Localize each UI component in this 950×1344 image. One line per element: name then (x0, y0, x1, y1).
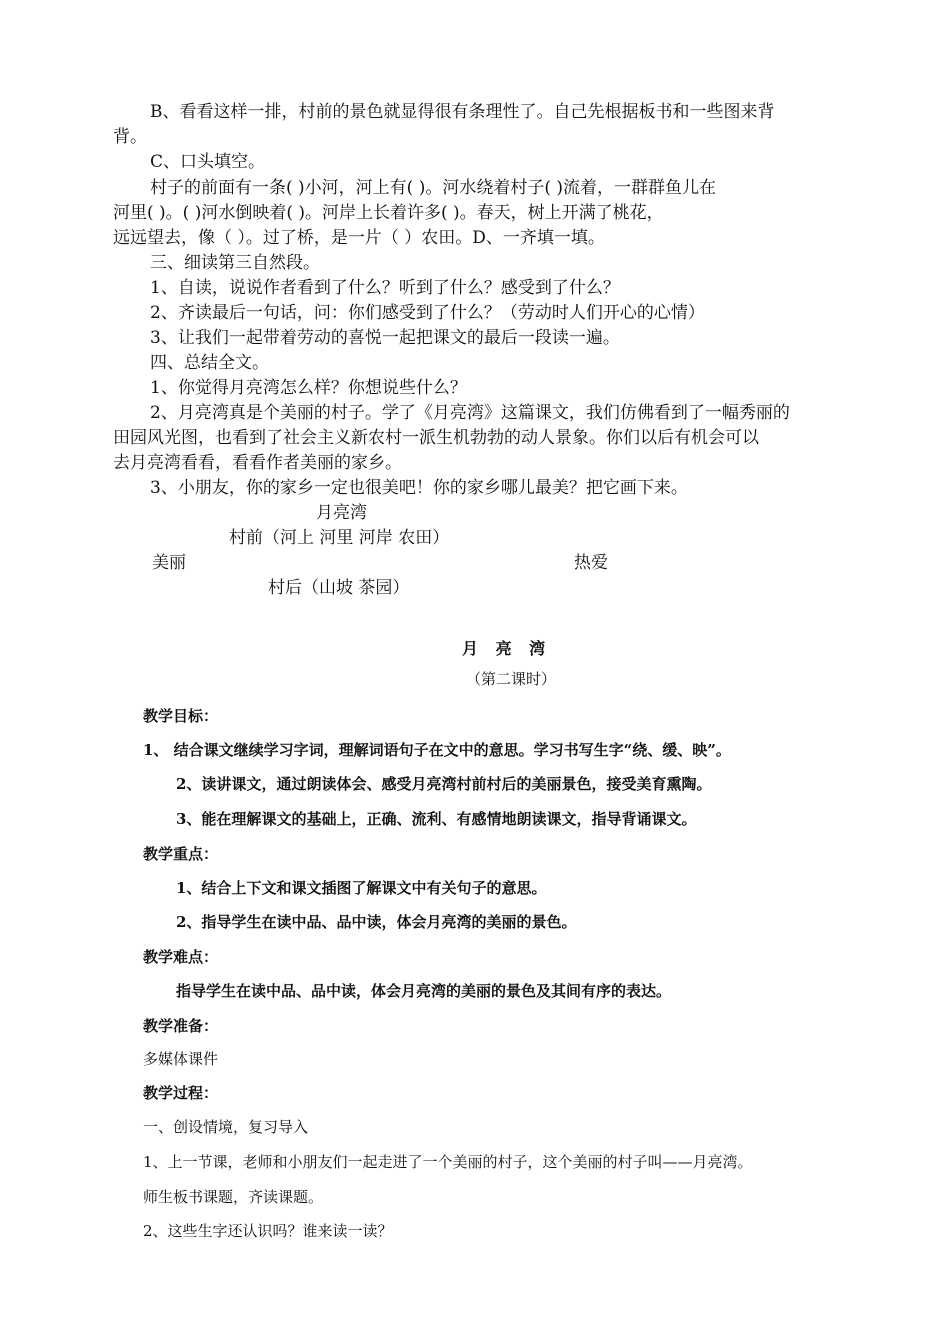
goal-1: 1、 结合课文继续学习字词，理解词语句子在文中的意思。学习书写生字“绕、缓、映”。 (143, 741, 731, 759)
goal-2: 2、读讲课文，通过朗读体会、感受月亮湾村前村后的美丽景色，接受美育熏陶。 (176, 775, 712, 793)
process-step-1-text: 1、上一节课，老师和小朋友们一起走进了一个美丽的村子，这个美丽的村子叫——月亮湾。 (143, 1153, 753, 1171)
process-step-2-text: 2、这些生字还认识吗？谁来读一读？ (143, 1222, 393, 1240)
lesson-subtitle: （第二课时） (466, 670, 557, 688)
section-3-heading: 三、细读第三自然段。 (150, 253, 320, 273)
section-3-item-1: 1、自读，说说作者看到了什么？听到了什么？感受到了什么？ (150, 278, 620, 298)
fill-blank-line2: 河里( )。( )河水倒映着( )。河岸上长着许多( )。春天，树上开满了桃花， (113, 203, 664, 223)
difficulty-label: 教学难点： (143, 948, 219, 966)
process-step-1-title: 一、创设情境，复习导入 (143, 1118, 309, 1136)
key-points-label: 教学重点： (143, 845, 219, 863)
paragraph-B-line1: B、看看这样一排，村前的景色就显得很有条理性了。自己先根据板书和一些图来背 (150, 102, 775, 122)
preparation-label: 教学准备： (143, 1017, 219, 1035)
board-title: 月亮湾 (316, 503, 367, 523)
paragraph-C: C、口头填空。 (150, 152, 266, 172)
paragraph-B-line2: 背。 (113, 127, 147, 147)
section-4-item-3: 3、小朋友，你的家乡一定也很美吧！你的家乡哪儿最美？把它画下来。 (150, 478, 688, 498)
goals-label: 教学目标： (143, 707, 219, 725)
difficulty-1: 指导学生在读中品、品中读，体会月亮湾的美丽的景色及其间有序的表达。 (176, 982, 672, 1000)
lesson-title: 月 亮 湾 (462, 639, 552, 658)
board-right-label: 热爱 (574, 553, 608, 573)
board-front: 村前（河上 河里 河岸 农田） (229, 528, 450, 548)
process-label: 教学过程： (143, 1084, 219, 1102)
fill-blank-line3: 远远望去，像（ ）。过了桥，是一片（ ）农田。D、一齐填一填。 (113, 228, 605, 248)
board-left-label: 美丽 (152, 553, 186, 573)
process-step-1b-text: 师生板书课题，齐读课题。 (143, 1188, 324, 1206)
fill-blank-line1: 村子的前面有一条( )小河，河上有( )。河水绕着村子( )流着，一群群鱼儿在 (150, 178, 717, 198)
section-4-item-2-line1: 2、月亮湾真是个美丽的村子。学了《月亮湾》这篇课文，我们仿佛看到了一幅秀丽的 (150, 403, 790, 423)
section-4-item-2-line2: 田园风光图，也看到了社会主义新农村一派生机勃勃的动人景象。你们以后有机会可以 (113, 428, 759, 448)
preparation-1: 多媒体课件 (143, 1050, 219, 1068)
section-4-item-2-line3: 去月亮湾看看，看看作者美丽的家乡。 (113, 453, 402, 473)
section-3-item-3: 3、让我们一起带着劳动的喜悦一起把课文的最后一段读一遍。 (150, 328, 620, 348)
key-point-2: 2、指导学生在读中品、品中读，体会月亮湾的美丽的景色。 (176, 913, 577, 931)
section-3-item-2: 2、齐读最后一句话，问：你们感受到了什么？（劳动时人们开心的心情） (150, 303, 705, 323)
section-4-item-1: 1、你觉得月亮湾怎么样？你想说些什么？ (150, 378, 467, 398)
board-back: 村后（山坡 茶园） (268, 578, 410, 598)
key-point-1: 1、结合上下文和课文插图了解课文中有关句子的意思。 (176, 879, 547, 897)
goal-3: 3、能在理解课文的基础上，正确、流利、有感情地朗读课文，指导背诵课文。 (176, 810, 697, 828)
section-4-heading: 四、总结全文。 (150, 353, 269, 373)
